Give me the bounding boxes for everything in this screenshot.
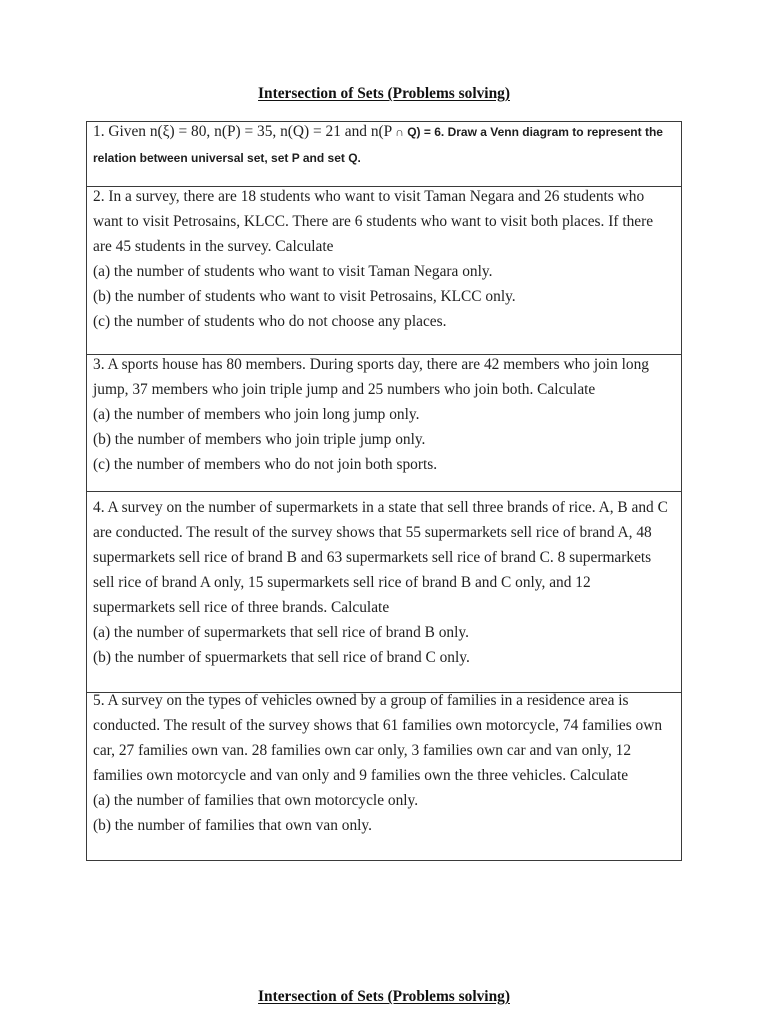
question-part-b: (b) the number of families that own van only. (93, 817, 372, 834)
question-1-givens: 1. Given n(ξ) = 80, n(P) = 35, n(Q) = 21 and n(P (93, 123, 393, 140)
question-line: supermarkets sell rice of brand B and 63 supermarkets sell rice of brand C. 8 supermarkets (93, 549, 652, 566)
question-3-row (87, 354, 681, 491)
question-line: supermarkets sell rice of three brands. Calculate (93, 599, 390, 616)
question-1-text (93, 119, 675, 170)
question-line: 4. A survey on the number of supermarkets in a state that sell three brands of rice. A, B and C (93, 499, 668, 516)
question-line: conducted. The result of the survey shows that 61 families own motorcycle, 74 families own (93, 717, 663, 734)
question-line: 2. In a survey, there are 18 students who want to visit Taman Negara and 26 students who (93, 188, 645, 205)
question-part-b: (b) the number of spuermarkets that sell rice of brand C only. (93, 649, 470, 666)
question-5-text (93, 688, 675, 838)
question-1-instruction: ∩ Q) = 6. Draw a Venn diagram to represent the (395, 125, 663, 139)
question-line: 3. A sports house has 80 members. During sports day, there are 42 members who join long (93, 356, 649, 373)
question-line: are conducted. The result of the survey shows that 55 supermarkets sell rice of brand A, 48 (93, 524, 652, 541)
question-line (93, 144, 675, 170)
question-5-row (87, 692, 681, 860)
question-line: jump, 37 members who join triple jump and 25 numbers who join both. Calculate (93, 381, 596, 398)
question-line: sell rice of brand A only, 15 supermarkets sell rice of brand B and C only, and 12 (93, 574, 591, 591)
question-part-b: (b) the number of students who want to visit Petrosains, KLCC only. (93, 288, 516, 305)
question-part-a: (a) the number of students who want to visit Taman Negara only. (93, 263, 493, 280)
question-part-b: (b) the number of members who join triple jump only. (93, 431, 426, 448)
question-line (93, 119, 675, 144)
question-line: want to visit Petrosains, KLCC. There are 6 students who want to visit both places. If there (93, 213, 654, 230)
question-line: car, 27 families own van. 28 families own car only, 3 families own car and van only, 12 (93, 742, 632, 759)
question-line: are 45 students in the survey. Calculate (93, 238, 334, 255)
question-4-row (87, 491, 681, 692)
footer-title (0, 984, 768, 1009)
question-2-text (93, 184, 675, 334)
question-line: families own motorcycle and van only and 9 families own the three vehicles. Calculate (93, 767, 629, 784)
questions-table (86, 121, 682, 861)
question-4-text (93, 495, 675, 670)
question-part-a: (a) the number of members who join long jump only. (93, 406, 420, 423)
question-3-text (93, 352, 675, 477)
question-1-instruction-cont: relation between universal set, set P and set Q. (93, 151, 361, 165)
question-part-a: (a) the number of families that own motorcycle only. (93, 792, 419, 809)
question-line: 5. A survey on the types of vehicles owned by a group of families in a residence area is (93, 692, 629, 709)
question-part-a: (a) the number of supermarkets that sell rice of brand B only. (93, 624, 469, 641)
worksheet-title-text: Intersection of Sets (Problems solving) (258, 85, 510, 102)
question-part-c: (c) the number of students who do not choose any places. (93, 313, 447, 330)
question-2-row (87, 186, 681, 354)
footer-title-text: Intersection of Sets (Problems solving) (258, 988, 510, 1005)
question-part-c: (c) the number of members who do not join both sports. (93, 456, 438, 473)
question-1-row (87, 119, 681, 186)
worksheet-title (0, 81, 768, 106)
